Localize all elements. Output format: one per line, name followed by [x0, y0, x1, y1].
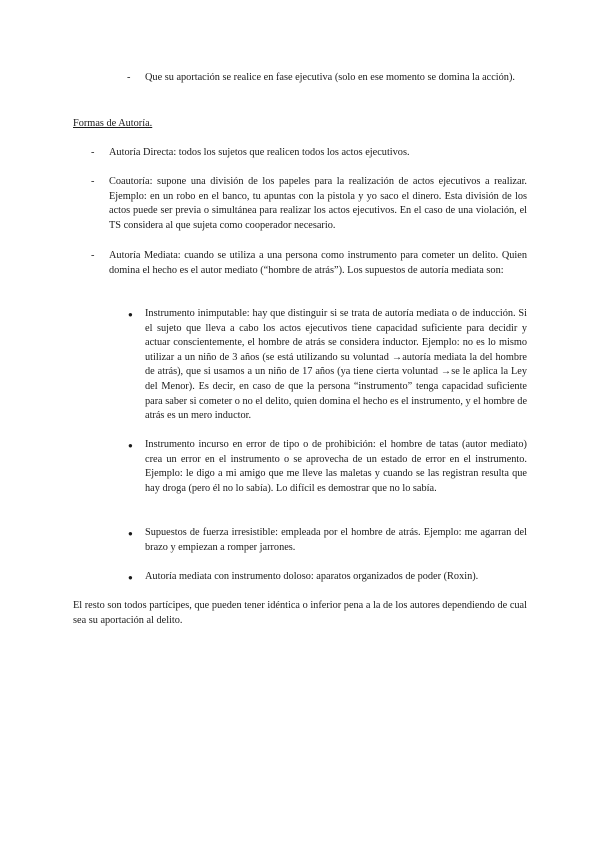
sub-item-instrumento-inimputable: Instrumento inimputable: hay que distinguir si se trata de autoría mediata o de inducción. Si el sujeto que lleva a cabo los actos ejecutivos tiene capacidad suficiente para decidir y actuar conscientemente, el hombre de atrás se considera inductor. Ejemplo: no es lo mismo utilizar a un niño de 3 años (se está utilizando su voluntad →autoría mediata la del hombre de atrás), que si usamos a un niño de 17 años (ya tiene cierta voluntad →se le aplica la Ley del Menor). Es decir, en caso de que la persona “instrumento” tenga capacidad suficiente para saber si cometer o no el delito, quien domina el hecho es el instrumento, y el hombre de atrás es un mero inductor.: [145, 308, 528, 422]
list-marker: -: [91, 176, 95, 187]
list-item-autoria-mediata: Autoría Mediata: cuando se utiliza a una persona como instrumento para cometer un delito. Quien domina el hecho es el autor mediato (“hombre de atrás”). Los supuestos de autoría mediata son:: [109, 250, 527, 276]
sub-item-fuerza-irresistible: Supuestos de fuerza irresistible: empleada por el hombre de atrás. Ejemplo: me agarran del brazo y empiezan a romper jarrones.: [145, 527, 527, 553]
list-marker: -: [127, 72, 131, 83]
sub-item-instrumento-error: Instrumento incurso en error de tipo o de prohibición: el hombre de tatas (autor mediato) crea un error en el instrumento o se aprovecha de un estado de error en el instrumento. Ejemplo: le digo a mi amigo que me lleve las maletas y cuando se las registran resulta que hay droga (pero él no lo sabía). Lo difícil es demostrar que no lo sabía.: [145, 439, 527, 494]
section-heading: Formas de Autoría.: [73, 118, 153, 129]
bullet-marker: ●: [128, 310, 133, 319]
closing-paragraph: El resto son todos partícipes, que pueden tener idéntica o inferior pena a la de los autores dependiendo de cual sea su aportación al delito.: [73, 600, 527, 626]
bullet-marker: ●: [128, 573, 133, 582]
list-item-top: Que su aportación se realice en fase ejecutiva (solo en ese momento se domina la acción).: [145, 72, 515, 83]
list-item-coautoria: Coautoría: supone una división de los papeles para la realización de actos ejecutivos a realizar. Ejemplo: en un robo en el banco, tu apuntas con la pistola y yo saco el dinero. Esta división de los actos puede ser previa o simultánea para realizar los actos ejecutivos. En el caso de una violación, el TS considera al que sujeta como cooperador necesario.: [109, 176, 527, 231]
bullet-marker: ●: [128, 529, 133, 538]
list-marker: -: [91, 250, 95, 261]
sub-item-instrumento-doloso: Autoría mediata con instrumento doloso: aparatos organizados de poder (Roxin).: [145, 571, 479, 582]
list-marker: -: [91, 147, 95, 158]
bullet-marker: ●: [128, 441, 133, 450]
list-item-autoria-directa: Autoría Directa: todos los sujetos que realicen todos los actos ejecutivos.: [109, 147, 410, 158]
